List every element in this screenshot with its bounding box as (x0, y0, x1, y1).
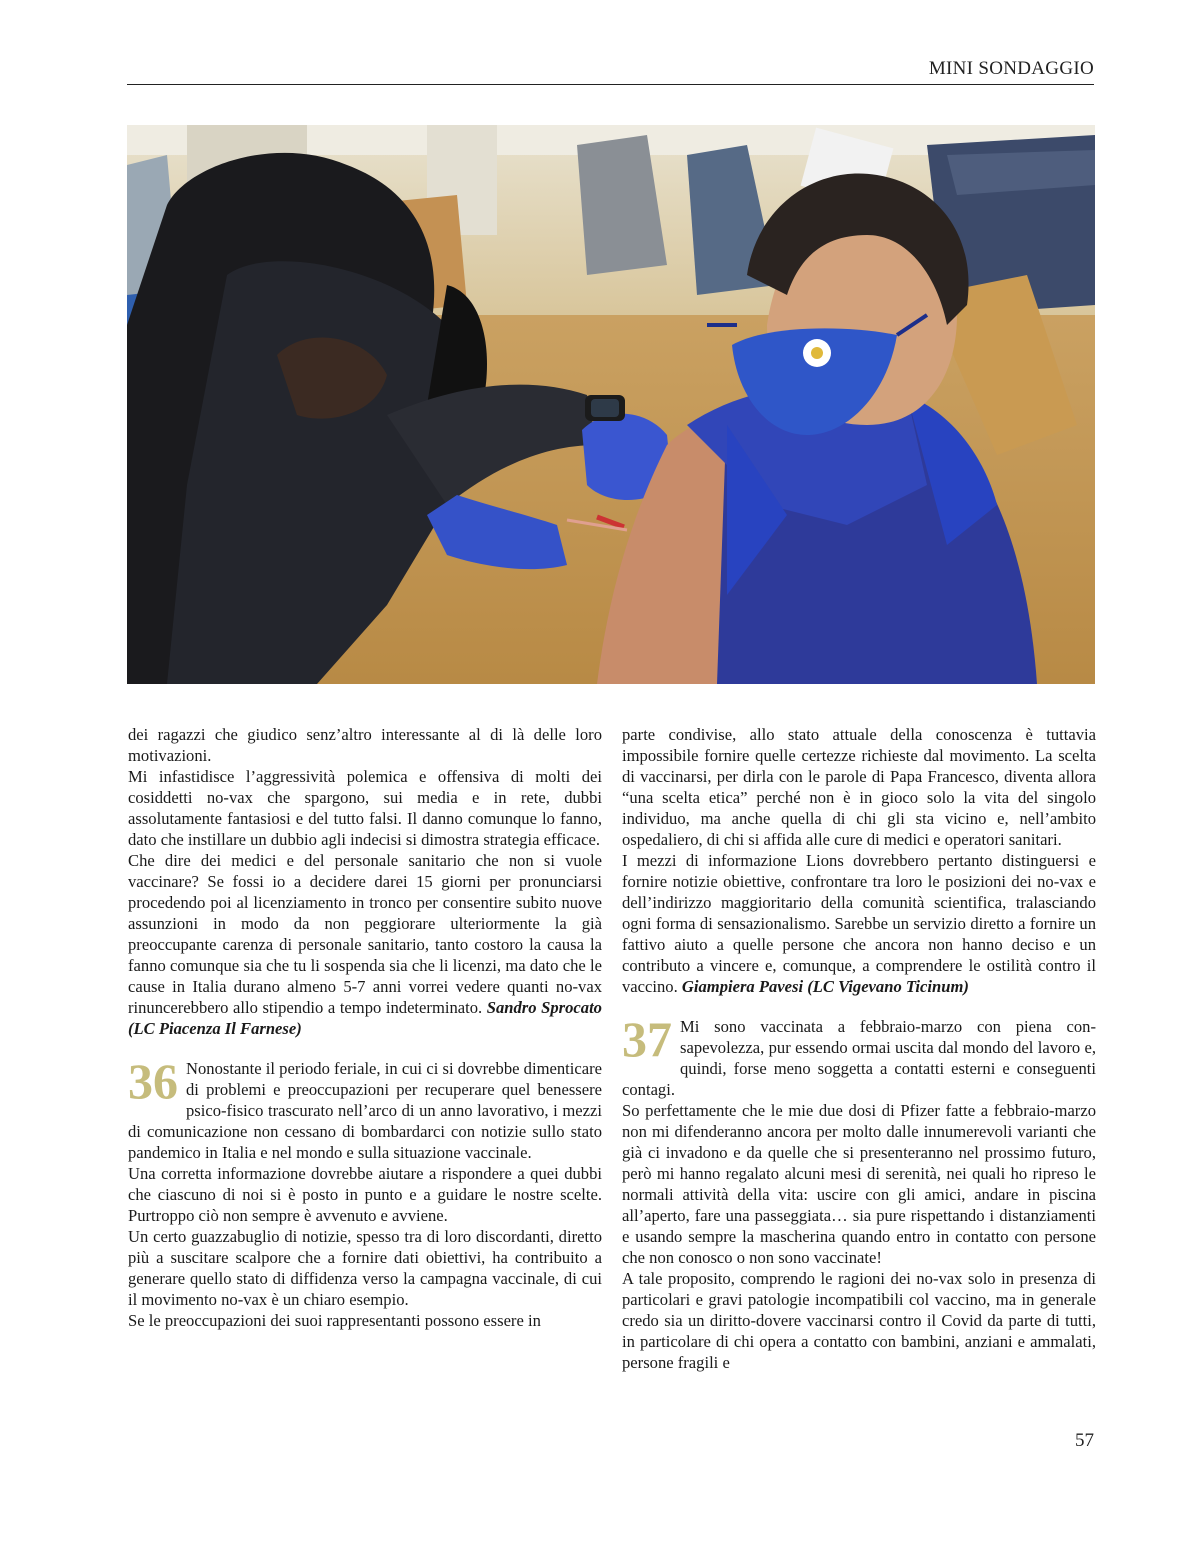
paragraph: Una corretta informazione dovrebbe aiutare a rispondere a quei dubbi che ciascuno di noi si è posto in punto e a guidare le nostre scelte. Purtroppo ciò non sempre è avvenuto e avviene. (128, 1164, 602, 1225)
paragraph-text: Mi sono vaccinata a febbraio-marzo con piena consapevolezza, pur essendo ormai uscita dal mondo del lavoro e, quindi, forse meno soggetta a contatti esterni e conseguenti contagi. (622, 1017, 1096, 1099)
running-header (127, 58, 1094, 85)
paragraph: Mi infastidisce l’aggressività polemica e offensiva di molti dei cosiddetti no-vax che spargono, sui media e in rete, dubbi assolutamente fantasiosi e del tutto falsi. Il danno comunque lo fanno, dato che instillare un dubbio agli indecisi si dimostra strategia efficace. (128, 767, 602, 849)
entry-36 (128, 1053, 602, 1163)
paragraph: Un certo guazzabuglio di notizie, spesso tra di loro discordanti, diretto più a suscitare scalpore che a fornire dati obiettivi, ha contribuito a generare quello stato di diffidenza verso la campagna vaccinale, di cui il movimento no-vax è un chiaro esempio. (128, 1227, 602, 1309)
entry-number: 37 (622, 1011, 672, 1067)
section-title: MINI SONDAGGIO (928, 58, 1094, 79)
paragraph: parte condivise, allo stato attuale della conoscenza è tuttavia impossibile fornire quelle certezze richieste dal movimento. La scelta di vaccinarsi, per dirla con le parole di Papa Francesco, diventa allora “una scelta etica” perché non è in gioco solo la vita del singolo individuo, ma anche quella di chi gli sta vicino e, nell’ambito ospedaliero, di chi si affida alle cure di medici e operatori sanitari. (622, 725, 1096, 849)
right-column (622, 724, 1096, 1373)
paragraph-text: Nonostante il periodo feriale, in cui ci si dovrebbe dimenticare di problemi e preoccupazioni per recuperare quel benessere psico-fisico trascurato nell’arco di un anno lavorativo, i mezzi di comunicazione non cessano di bombardarci con notizie sullo stato pandemico in Italia e nel mondo e sulla situazione vaccinale. (128, 1059, 602, 1162)
left-column (128, 724, 602, 1331)
vaccination-illustration (127, 125, 1095, 684)
author-signature: Giampiera Pavesi (LC Vigevano Ticinum) (681, 977, 969, 996)
paragraph (622, 850, 1096, 997)
paragraph: So perfettamente che le mie due dosi di Pfizer fatte a febbraio-marzo non mi difenderanno ancora per molto dalle innumerevoli varianti che già ci invadono e da quelle che si presenteranno nel prossimo futuro, però mi hanno regalato alcuni mesi di serenità, nei quali ho ripreso le normali attività della vita: uscire con gli amici, andare in piscina all’aperto, fare una passeggiata… sia pure rispettando i distanziamenti e usando sempre la mascherina quando entro in contatto con persone che non conosco o non sono vaccinate! (622, 1101, 1096, 1267)
paragraph: dei ragazzi che giudico senz’altro interessante al di là delle loro motivazioni. (128, 725, 602, 765)
vaccination-photo (127, 125, 1095, 684)
paragraph (128, 850, 602, 1039)
paragraph: Se le preoccupazioni dei suoi rappresentanti possono essere in (128, 1311, 541, 1330)
paragraph-text: Che dire dei medici e del personale sanitario che non si vuole vaccinare? Se fossi io a decidere darei 15 giorni per pronunciarsi procedendo poi al licenziamento in tronco per consentire subito nuove assunzioni in modo da non peggiorare ulteriormente la già preoccupante carenza di personale sanitario, tanto costoro la causa la fanno comunque sia che tu li sospenda sia che li licenzi, ma dato che le cause in Italia durano almeno 5-7 anni vorrei vedere quanti no-vax rinuncerebbero allo stipendio a tempo indeterminato. (128, 851, 602, 1017)
entry-number: 36 (128, 1053, 178, 1109)
entry-37 (622, 1011, 1096, 1100)
paragraph: A tale proposito, comprendo le ragioni dei no-vax solo in presenza di particolari e gravi patologie incompatibili col vaccino, ma in generale credo sia un diritto-dovere vaccinarsi contro il Covid da parte di tutti, in particolare di chi opera a contatto con bambini, anziani e ammalati, persone fragili e (622, 1269, 1096, 1372)
paragraph-text: I mezzi di informazione Lions dovrebbero pertanto distinguersi e fornire notizie obiettive, confrontare tra loro le posizioni dei no-vax e dell’indirizzo maggioritario della comunità scientifica, tralasciando ogni forma di sensazionalismo. Sarebbe un servizio diretto a fornire un fattivo aiuto a quelle persone che ancora non hanno deciso e un contributo a vincere e, comunque, a comprendere le ostilità contro il vaccino. (622, 851, 1096, 996)
page-number: 57 (1075, 1430, 1094, 1451)
author-signature: Sandro Sprocato (LC Piacenza Il Farnese) (128, 998, 602, 1038)
